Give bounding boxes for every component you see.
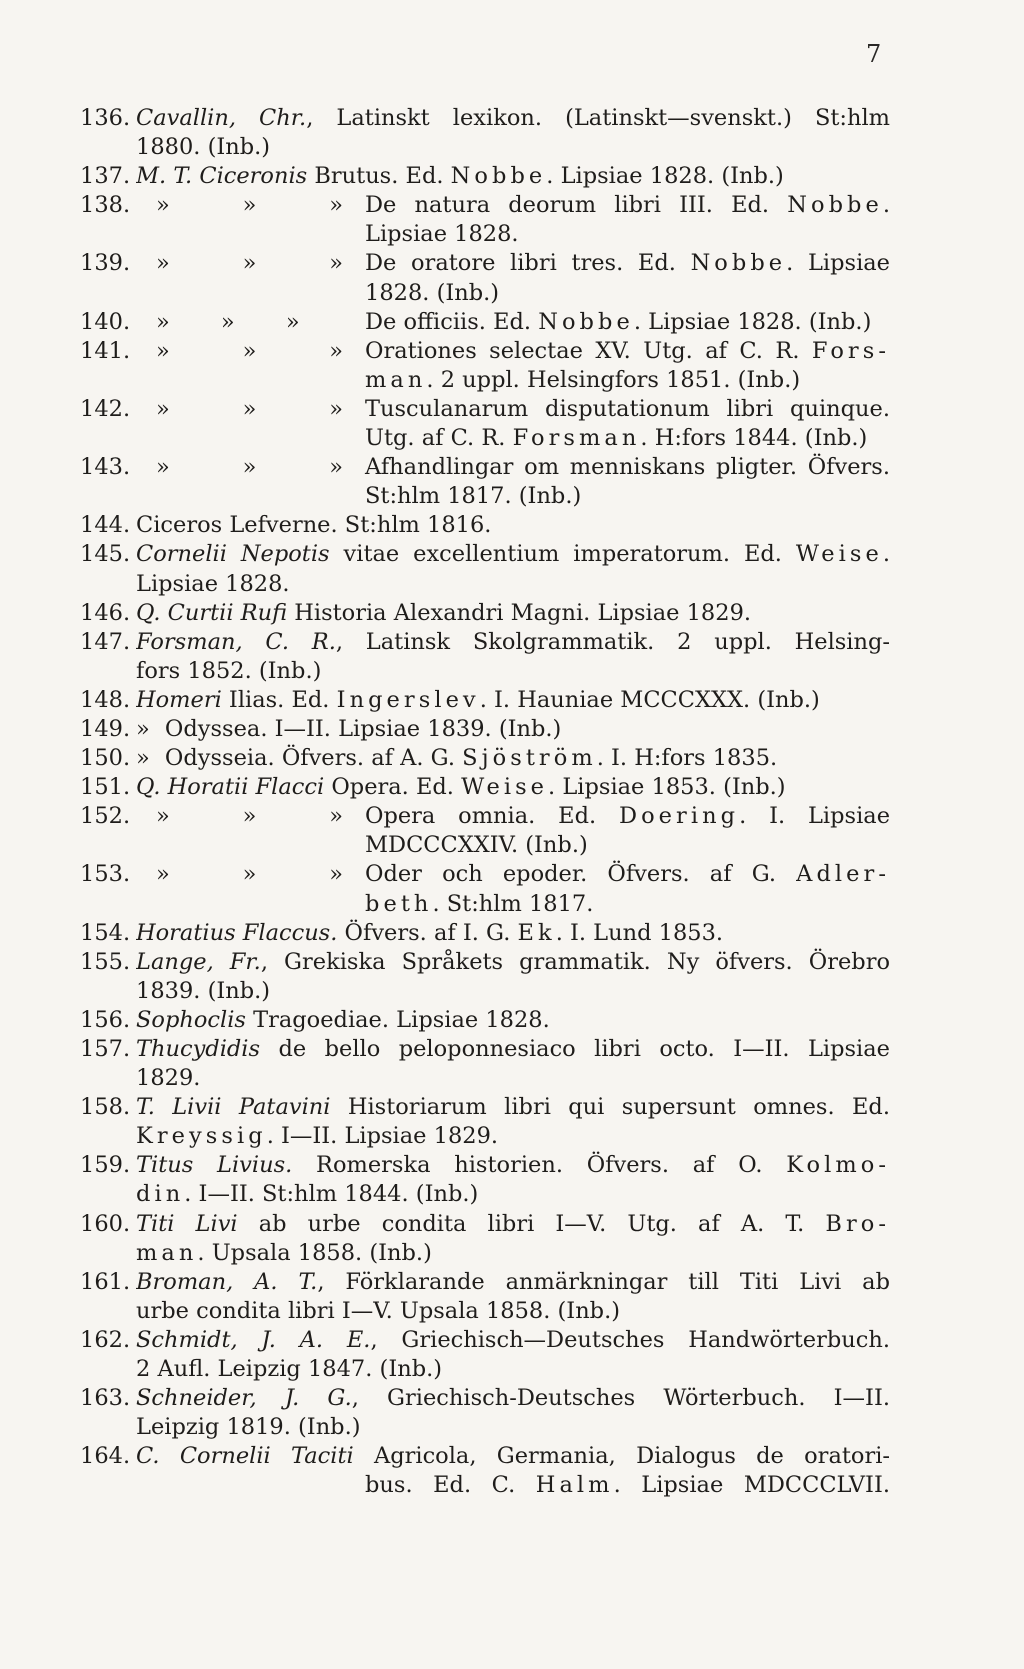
entry-number: 148. xyxy=(80,686,131,713)
entry-line: Q. Curtii Rufi Historia Alexandri Magni. Lipsiae 1829. xyxy=(136,599,752,626)
entry-number: 146. xyxy=(80,599,131,626)
entry-number: 154. xyxy=(80,919,131,946)
ditto-marks: » » » xyxy=(156,395,365,422)
entry-text xyxy=(136,686,890,715)
entry-line: man. 2 uppl. Helsingfors 1851. (Inb.) xyxy=(136,366,890,395)
catalog-entry xyxy=(80,1006,890,1035)
entry-number: 143. xyxy=(80,454,131,481)
entry-text xyxy=(136,628,890,686)
catalog-entry xyxy=(80,715,890,744)
entry-line: urbe condita libri I—V. Upsala 1858. (Inb.) xyxy=(136,1297,621,1324)
entry-text xyxy=(136,395,890,453)
catalog-entry xyxy=(80,1035,890,1093)
entry-number: 157. xyxy=(80,1036,131,1062)
entry-line: Horatius Flaccus. Öfvers. af I. G. Ek. I. Lund 1853. xyxy=(136,919,724,946)
entry-number: 161. xyxy=(80,1268,131,1295)
entry-line: Homeri Ilias. Ed. Ingerslev. I. Hauniae MCCCXXX. (Inb.) xyxy=(136,686,820,713)
entry-line: » » » Orationes selectae XV. Utg. af C. R. Fors- xyxy=(136,337,890,366)
catalog-entry xyxy=(80,1210,890,1268)
entry-text xyxy=(136,162,890,191)
catalog-entry xyxy=(80,1384,890,1442)
catalog-entry xyxy=(80,1093,890,1151)
catalog-entry xyxy=(80,308,890,337)
catalog-entry xyxy=(80,540,890,598)
entry-line: » » » De natura deorum libri III. Ed. Nobbe. xyxy=(136,191,890,220)
entry-line: Kreyssig. I—II. Lipsiae 1829. xyxy=(136,1123,499,1150)
entry-line: Broman, A. T., Förklarande anmärkningar till Titi Livi ab xyxy=(136,1268,890,1295)
catalog-entry xyxy=(80,860,890,918)
entry-number: 142. xyxy=(80,395,131,422)
entry-number: 158. xyxy=(80,1094,131,1121)
catalog-entry xyxy=(80,453,890,511)
catalog-entry xyxy=(80,599,890,628)
entry-line: Q. Horatii Flacci Opera. Ed. Weise. Lipsiae 1853. (Inb.) xyxy=(136,774,786,801)
entry-text xyxy=(136,308,890,337)
entry-line: man. Upsala 1858. (Inb.) xyxy=(136,1239,432,1266)
entry-line: M. T. Ciceronis Brutus. Ed. Nobbe. Lipsiae 1828. (Inb.) xyxy=(136,163,784,190)
catalog-entry xyxy=(80,337,890,395)
entry-text xyxy=(136,599,890,628)
catalog-entry xyxy=(80,1268,890,1326)
entry-line: » » » Oder och epoder. Öfvers. af G. Adler- xyxy=(136,860,890,889)
entry-line: St:hlm 1817. (Inb.) xyxy=(136,482,890,511)
entry-line: bus. Ed. C. Halm. Lipsiae MDCCCLVII. xyxy=(365,1472,890,1499)
entry-line: 2 Aufl. Leipzig 1847. (Inb.) xyxy=(136,1356,443,1383)
entry-text xyxy=(136,1093,890,1151)
entry-line: 1828. (Inb.) xyxy=(136,279,890,308)
entry-number: 156. xyxy=(80,1006,131,1033)
entry-number: 141. xyxy=(80,337,131,364)
entry-text xyxy=(136,191,890,249)
entry-text xyxy=(136,1006,890,1035)
entry-number: 136. xyxy=(80,105,131,131)
catalog-entry xyxy=(80,773,890,802)
entry-line: Schneider, J. G., Griechisch-Deutsches Wörterbuch. I—II. xyxy=(136,1385,890,1412)
ditto-marks xyxy=(136,831,365,860)
catalog-entry xyxy=(80,1151,890,1209)
entry-number: 149. xyxy=(80,715,131,742)
entry-text xyxy=(136,744,890,773)
entry-line: » » » Opera omnia. Ed. Doering. I. Lipsiae xyxy=(136,802,890,831)
entry-line: fors 1852. (Inb.) xyxy=(136,657,322,684)
book-catalog-list xyxy=(80,104,890,1501)
entry-number: 155. xyxy=(80,948,131,975)
entry-line: Titus Livius. Romerska historien. Öfvers. af O. Kolmo- xyxy=(136,1152,890,1179)
entry-text xyxy=(136,104,890,162)
ditto-marks: » » » xyxy=(156,192,365,219)
entry-text xyxy=(136,453,890,511)
catalog-entry xyxy=(80,395,890,453)
entry-line: Leipzig 1819. (Inb.) xyxy=(136,1414,361,1441)
entry-line: » » » De officiis. Ed. Nobbe. Lipsiae 1828. (Inb.) xyxy=(136,308,890,337)
entry-text xyxy=(136,919,890,948)
entry-number: 163. xyxy=(80,1385,131,1412)
entry-text xyxy=(136,860,890,918)
entry-number: 139. xyxy=(80,250,131,277)
catalog-entry xyxy=(80,802,890,860)
entry-number: 160. xyxy=(80,1210,131,1237)
entry-line: 1829. xyxy=(136,1065,201,1092)
entry-line: Thucydidis de bello peloponnesiaco libri octo. I—II. Lipsiae xyxy=(136,1036,890,1062)
catalog-entry xyxy=(80,919,890,948)
entry-number: 138. xyxy=(80,192,131,219)
entry-number: 140. xyxy=(80,308,131,335)
entry-text xyxy=(136,802,890,860)
entry-text xyxy=(136,1210,890,1268)
ditto-marks: » » » xyxy=(156,250,365,277)
catalog-entry xyxy=(80,948,890,1006)
catalog-entry xyxy=(80,104,890,162)
entry-line: C. Cornelii Taciti Agricola, Germania, Dialogus de oratori- xyxy=(136,1443,890,1470)
catalog-entry xyxy=(80,1326,890,1384)
entry-number: 164. xyxy=(80,1443,131,1470)
catalog-entry xyxy=(80,191,890,249)
entry-line: Cavallin, Chr., Latinskt lexikon. (Latinskt—svenskt.) St:hlm xyxy=(136,105,890,131)
entry-text xyxy=(136,948,890,1006)
ditto-marks: » » » xyxy=(156,308,322,335)
entry-text xyxy=(136,337,890,395)
catalog-entry xyxy=(80,744,890,773)
ditto-marks xyxy=(136,890,365,919)
entry-text xyxy=(136,1268,890,1326)
ditto-marks: » » » xyxy=(156,803,365,830)
entry-number: 162. xyxy=(80,1326,131,1353)
entry-text xyxy=(136,1151,890,1209)
entry-line: Lange, Fr., Grekiska Språkets grammatik. Ny öfvers. Örebro xyxy=(136,948,890,975)
entry-number: 145. xyxy=(80,541,131,568)
entry-line: T. Livii Patavini Historiarum libri qui supersunt omnes. Ed. xyxy=(136,1094,890,1121)
entry-number: 150. xyxy=(80,745,131,772)
ditto-marks xyxy=(136,366,365,395)
ditto-marks xyxy=(136,279,365,308)
entry-line: » Odyssea. I—II. Lipsiae 1839. (Inb.) xyxy=(136,715,562,742)
entry-text xyxy=(136,773,890,802)
entry-line: Forsman, C. R., Latinsk Skolgrammatik. 2 uppl. Helsing- xyxy=(136,628,890,655)
entry-number: 159. xyxy=(80,1152,131,1179)
entry-line: Titi Livi ab urbe condita libri I—V. Utg. af A. T. Bro- xyxy=(136,1210,890,1237)
entry-line: Sophoclis Tragoediae. Lipsiae 1828. xyxy=(136,1006,550,1033)
entry-line: Utg. af C. R. Forsman. H:fors 1844. (Inb.) xyxy=(136,424,890,453)
catalog-entry xyxy=(80,628,890,686)
entry-line: Ciceros Lefverne. St:hlm 1816. xyxy=(136,512,492,539)
entry-text xyxy=(136,715,890,744)
ditto-marks xyxy=(136,424,365,453)
entry-line: 1880. (Inb.) xyxy=(136,134,271,161)
entry-number: 137. xyxy=(80,163,131,190)
catalog-entry xyxy=(80,162,890,191)
entry-line: MDCCCXXIV. (Inb.) xyxy=(136,831,890,860)
entry-text xyxy=(136,249,890,307)
entry-number: 151. xyxy=(80,774,131,801)
entry-text xyxy=(136,511,890,540)
catalog-entry xyxy=(80,1442,890,1500)
entry-number: 153. xyxy=(80,861,131,888)
entry-line: » Odysseia. Öfvers. af A. G. Sjöström. I. H:fors 1835. xyxy=(136,745,778,772)
ditto-marks: » » » xyxy=(156,454,365,481)
entry-text xyxy=(136,540,890,598)
entry-text xyxy=(136,1442,890,1500)
entry-line: Cornelii Nepotis vitae excellentium imperatorum. Ed. Weise. xyxy=(136,541,890,568)
ditto-marks: » » » xyxy=(156,861,365,888)
entry-number: 152. xyxy=(80,803,131,830)
ditto-marks xyxy=(136,482,365,511)
catalog-entry xyxy=(80,249,890,307)
catalog-entry xyxy=(80,511,890,540)
entry-line: Lipsiae 1828. xyxy=(136,220,890,249)
entry-text xyxy=(136,1384,890,1442)
entry-text xyxy=(136,1326,890,1384)
entry-line: Schmidt, J. A. E., Griechisch—Deutsches Handwörterbuch. xyxy=(136,1326,890,1353)
entry-number: 144. xyxy=(80,512,131,539)
entry-line: » » » De oratore libri tres. Ed. Nobbe. Lipsiae xyxy=(136,249,890,278)
entry-line: » » » Tusculanarum disputationum libri quinque. xyxy=(136,395,890,424)
page-number: 7 xyxy=(866,40,882,68)
catalog-entry xyxy=(80,686,890,715)
entry-line: beth. St:hlm 1817. xyxy=(136,890,890,919)
entry-line: 1839. (Inb.) xyxy=(136,977,271,1004)
entry-line: Lipsiae 1828. xyxy=(136,570,290,597)
entry-text xyxy=(136,1035,890,1093)
entry-line: din. I—II. St:hlm 1844. (Inb.) xyxy=(136,1181,479,1208)
entry-line: » » » Afhandlingar om menniskans pligter. Öfvers. xyxy=(136,453,890,482)
entry-number: 147. xyxy=(80,628,131,655)
ditto-marks xyxy=(136,220,365,249)
ditto-marks: » » » xyxy=(156,337,365,364)
